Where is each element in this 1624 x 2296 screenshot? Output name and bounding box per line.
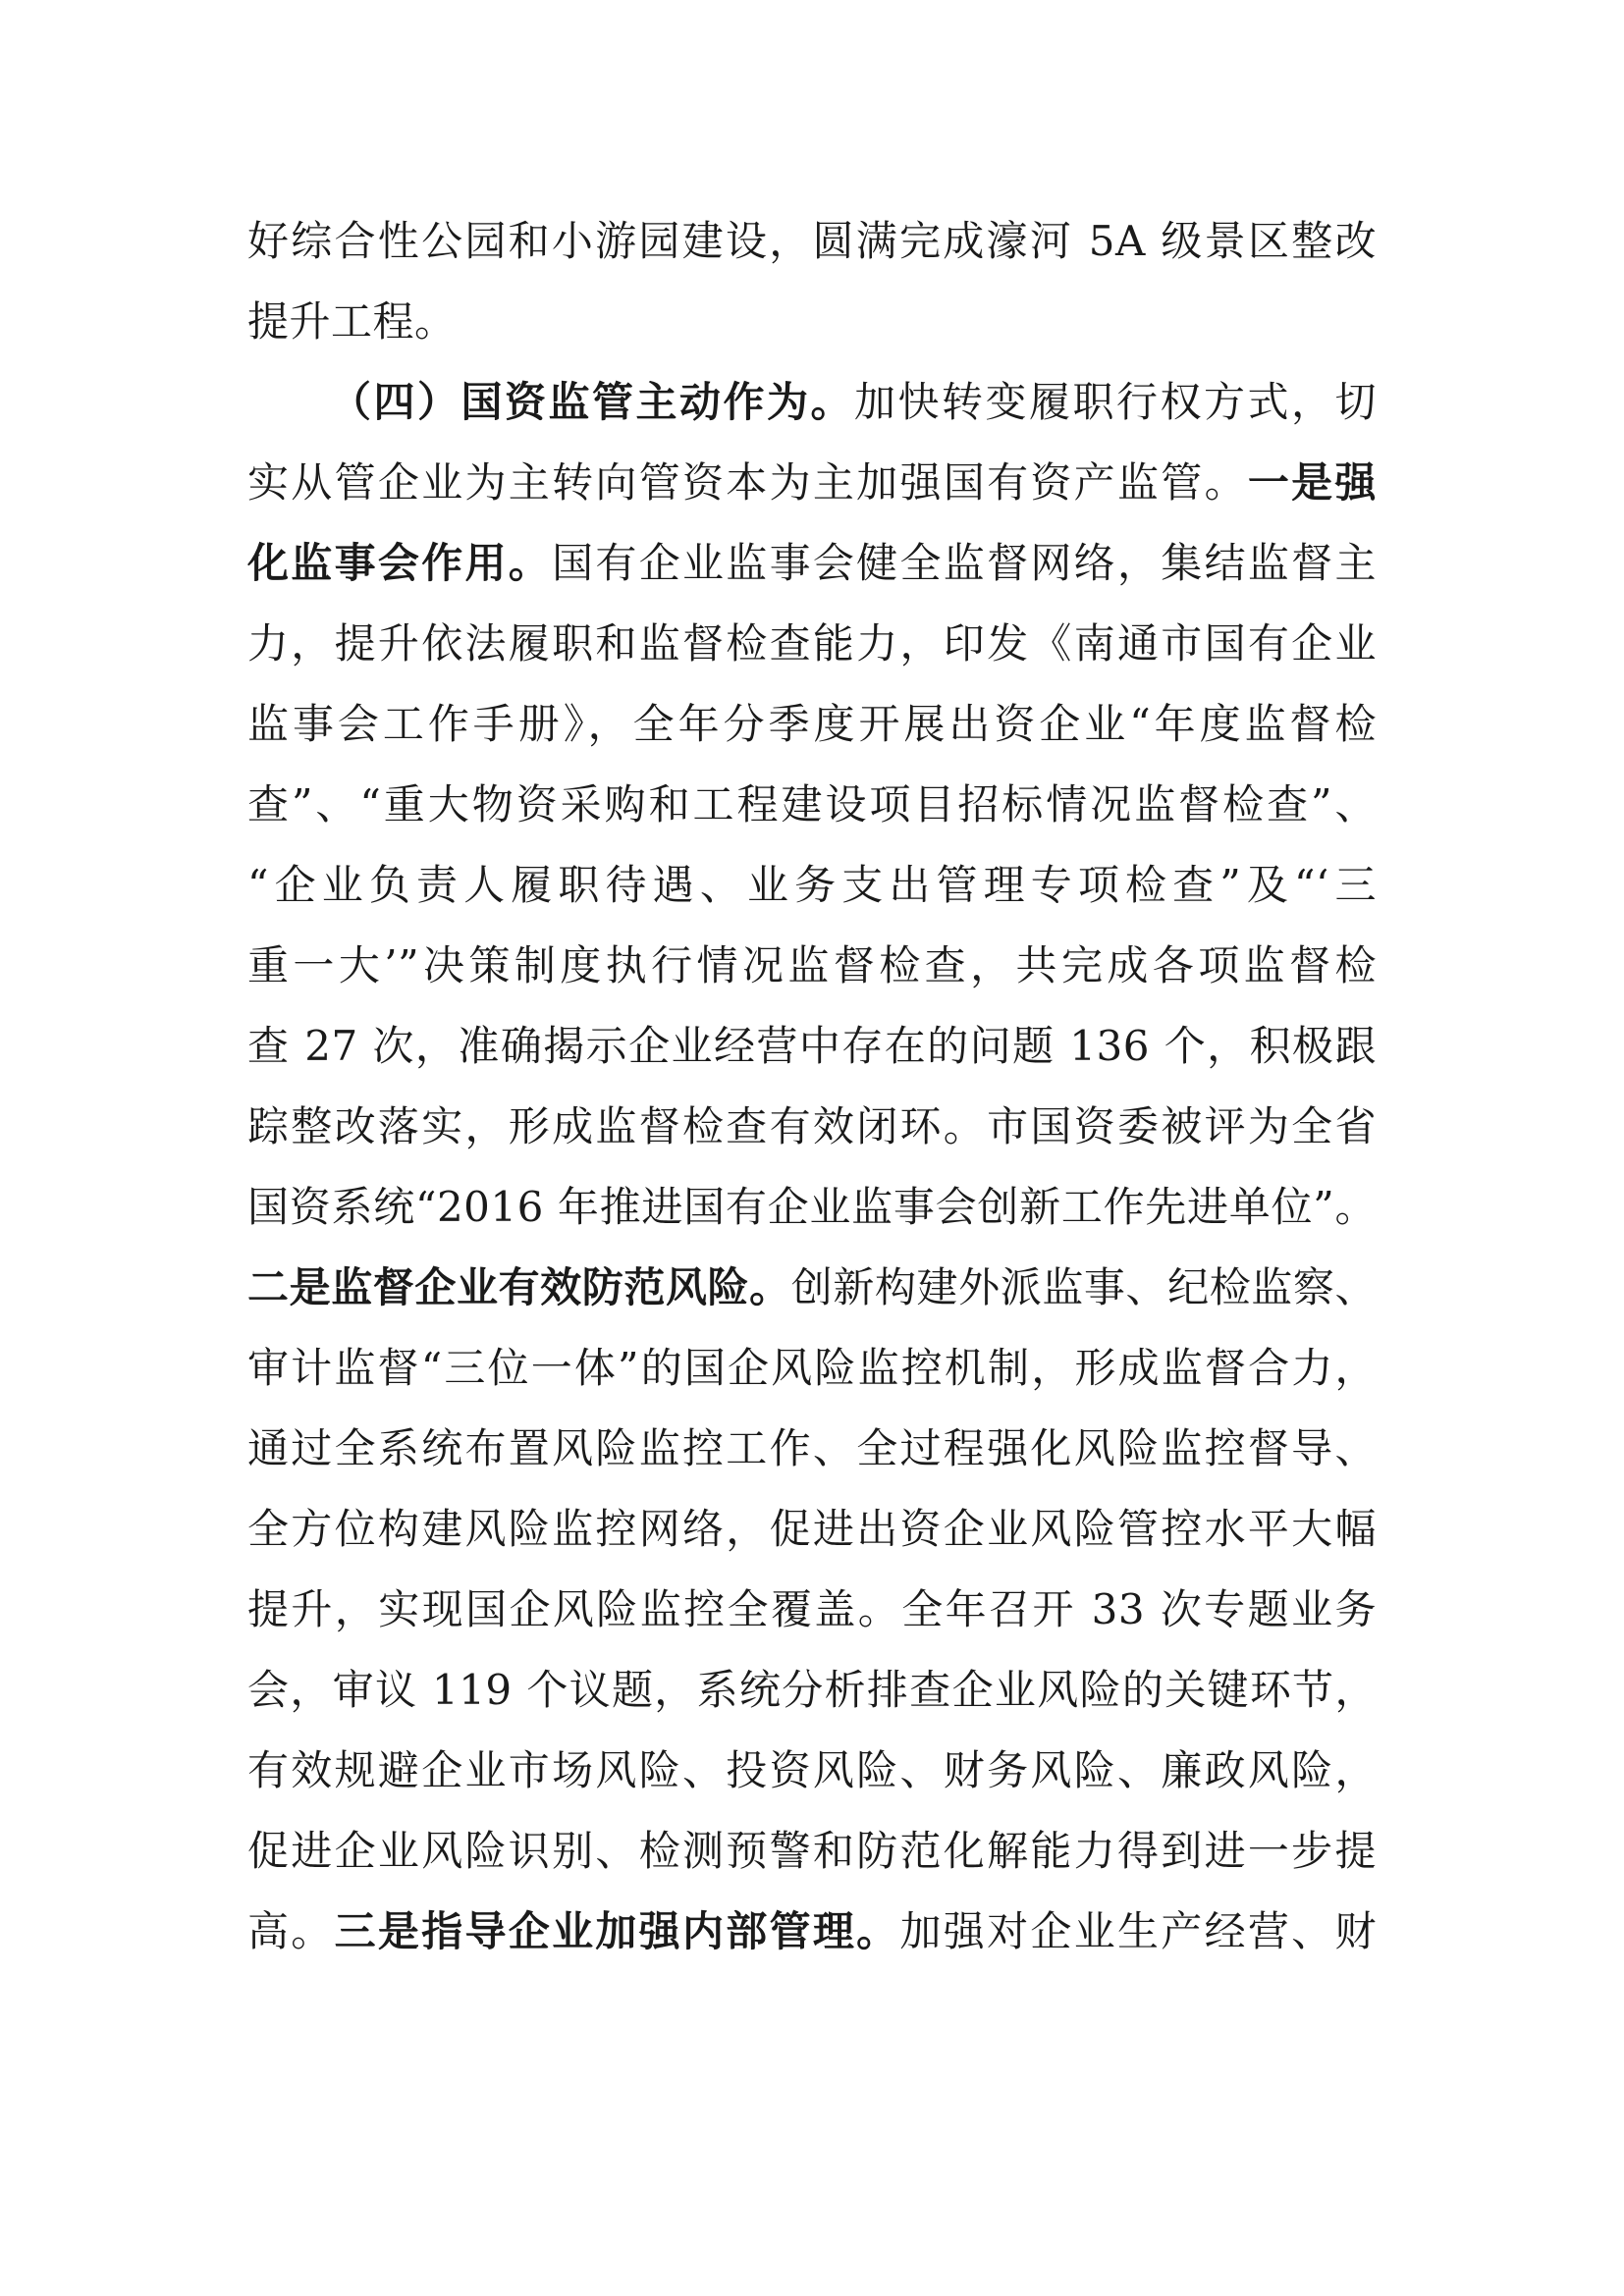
- section-heading: （四）国资监管主动作为。: [330, 378, 854, 426]
- text-line: [247, 282, 1377, 362]
- text-line: [247, 926, 1377, 1006]
- section-heading-line: [247, 362, 1377, 443]
- text-run: 会，审议 119 个议题，系统分析排查企业风险的关键环节，: [247, 1666, 1377, 1714]
- text-run: 全方位构建风险监控网络，促进出资企业风险管控水平大幅: [247, 1505, 1377, 1553]
- text-line: [247, 1087, 1377, 1167]
- body-text: [247, 201, 1377, 1972]
- text-run: 审计监督“三位一体”的国企风险监控机制，形成监督合力，: [247, 1344, 1377, 1392]
- text-line: [247, 1570, 1377, 1650]
- text-run: 国有企业监事会健全监督网络，集结监督主: [552, 539, 1377, 587]
- text-line: [247, 1409, 1377, 1489]
- text-line: [247, 1006, 1377, 1087]
- text-run: 提升工程。: [247, 297, 457, 346]
- text-run: 重一大’”决策制度执行情况监督检查，共完成各项监督检: [247, 941, 1377, 989]
- bold-run: 二是监督企业有效防范风险。: [247, 1263, 791, 1311]
- text-run: 踪整改落实，形成监督检查有效闭环。市国资委被评为全省: [247, 1102, 1377, 1150]
- text-run: 查”、“重大物资采购和工程建设项目招标情况监督检查”、: [247, 780, 1377, 828]
- text-run: 通过全系统布置风险监控工作、全过程强化风险监控督导、: [247, 1424, 1377, 1472]
- bold-run: 一是强: [1247, 458, 1377, 507]
- text-run: 实从管企业为主转向管资本为主加强国有资产监管。: [247, 458, 1248, 507]
- text-line: [247, 1892, 1377, 1972]
- text-line: [247, 604, 1377, 684]
- bold-run: 三是指导企业加强内部管理。: [334, 1907, 900, 1955]
- text-line: [247, 443, 1377, 523]
- text-run: 国资系统“2016 年推进国有企业监事会创新工作先进单位”。: [247, 1183, 1377, 1231]
- text-line: [247, 201, 1377, 282]
- text-line: [247, 684, 1377, 765]
- bold-run: 化监事会作用。: [247, 539, 553, 587]
- text-line: [247, 1650, 1377, 1731]
- text-line: [247, 1811, 1377, 1892]
- text-run: 监事会工作手册》，全年分季度开展出资企业“年度监督检: [247, 700, 1377, 748]
- text-line: [247, 1248, 1377, 1328]
- text-line: [247, 1731, 1377, 1811]
- text-line: [247, 845, 1377, 926]
- text-line: [247, 523, 1377, 604]
- text-line: [247, 765, 1377, 845]
- text-line: [247, 1167, 1377, 1248]
- text-run: 创新构建外派监事、纪检监察、: [790, 1263, 1377, 1311]
- text-run: 查 27 次，准确揭示企业经营中存在的问题 136 个，积极跟: [247, 1022, 1377, 1070]
- text-line: [247, 1328, 1377, 1409]
- text-run: 好综合性公园和小游园建设，圆满完成濠河 5A 级景区整改: [247, 217, 1377, 265]
- text-run: 提升，实现国企风险监控全覆盖。全年召开 33 次专题业务: [247, 1585, 1377, 1633]
- text-run: “企业负责人履职待遇、业务支出管理专项检查”及“‘三: [247, 861, 1377, 909]
- text-run: 加快转变履职行权方式，切: [853, 378, 1377, 426]
- text-run: 力，提升依法履职和监督检查能力，印发《南通市国有企业: [247, 619, 1377, 667]
- text-run: 高。: [247, 1907, 335, 1955]
- text-line: [247, 1489, 1377, 1570]
- text-run: 促进企业风险识别、检测预警和防范化解能力得到进一步提: [247, 1827, 1377, 1875]
- text-run: 有效规避企业市场风险、投资风险、财务风险、廉政风险，: [247, 1746, 1377, 1794]
- text-run: 加强对企业生产经营、财: [899, 1907, 1377, 1955]
